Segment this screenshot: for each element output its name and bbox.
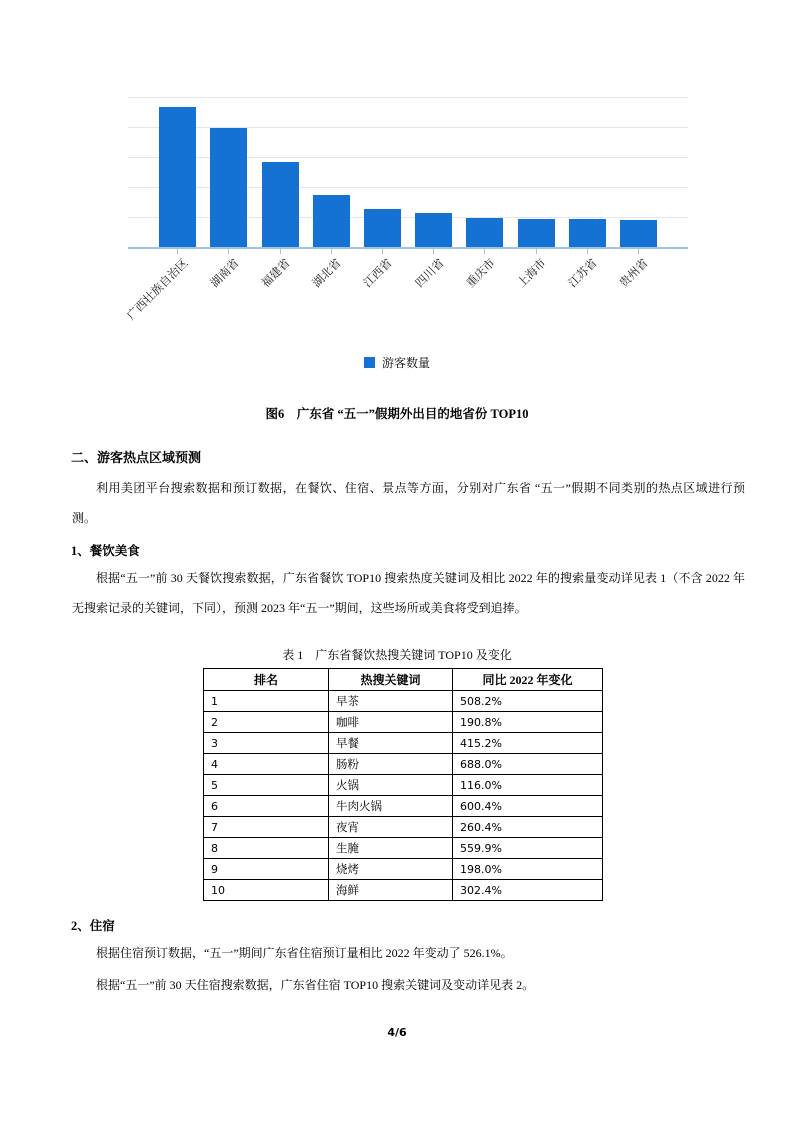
legend-label: 游客数量 bbox=[381, 356, 430, 370]
table-row bbox=[204, 733, 603, 754]
change-cell: 198.0% bbox=[453, 859, 603, 880]
change-cell: 600.4% bbox=[453, 796, 603, 817]
table-header-row bbox=[204, 669, 603, 691]
rank-cell: 2 bbox=[204, 712, 329, 733]
tick-slot bbox=[510, 249, 561, 254]
page-number: 4/6 bbox=[387, 1026, 407, 1039]
rank-cell: 6 bbox=[204, 796, 329, 817]
bar-四川省 bbox=[415, 213, 452, 247]
bar-series bbox=[152, 97, 664, 247]
bar-贵州省 bbox=[620, 220, 657, 247]
table-row bbox=[204, 859, 603, 880]
bar-slot bbox=[306, 195, 357, 247]
table-header-cell: 热搜关键词 bbox=[329, 669, 453, 691]
axis-tick bbox=[331, 249, 332, 254]
change-cell: 190.8% bbox=[453, 712, 603, 733]
keyword-cell: 肠粉 bbox=[329, 754, 453, 775]
axis-tick bbox=[177, 249, 178, 254]
tick-slot bbox=[408, 249, 459, 254]
bar-slot bbox=[152, 107, 203, 247]
bar-广西壮族自治区 bbox=[159, 107, 196, 247]
bar-福建省 bbox=[262, 162, 299, 247]
change-cell: 415.2% bbox=[453, 733, 603, 754]
keyword-cell: 早茶 bbox=[329, 691, 453, 712]
axis-tick bbox=[638, 249, 639, 254]
bar-slot bbox=[408, 213, 459, 247]
change-cell: 688.0% bbox=[453, 754, 603, 775]
rank-cell: 3 bbox=[204, 733, 329, 754]
tick-slot bbox=[254, 249, 305, 254]
bar-slot bbox=[613, 220, 664, 247]
tick-slot bbox=[459, 249, 510, 254]
keyword-cell: 火锅 bbox=[329, 775, 453, 796]
tick-slot bbox=[562, 249, 613, 254]
bar-江西省 bbox=[364, 209, 401, 247]
tick-slot bbox=[613, 249, 664, 254]
x-axis-label: 福建省 bbox=[259, 257, 293, 291]
bar-湖北省 bbox=[313, 195, 350, 247]
bar-重庆市 bbox=[466, 218, 503, 247]
bar-slot bbox=[562, 219, 613, 247]
section-heading-region-forecast: 二、游客热点区域预测 bbox=[71, 450, 202, 465]
bar-湖南省 bbox=[210, 128, 247, 247]
x-axis-label: 四川省 bbox=[413, 257, 447, 291]
table-row bbox=[204, 691, 603, 712]
table-row bbox=[204, 796, 603, 817]
bar-slot bbox=[459, 218, 510, 247]
subsection-heading-food: 1、餐饮美食 bbox=[71, 544, 140, 558]
table-row bbox=[204, 817, 603, 838]
figure-caption: 图6 广东省 “五一”假期外出目的地省份 TOP10 bbox=[265, 407, 529, 421]
x-axis-label: 湖南省 bbox=[208, 257, 242, 291]
paragraph-hotel-1: 根据住宿预订数据，“五一”期间广东省住宿预订量相比 2022 年变动了 526.1%。 bbox=[96, 946, 513, 960]
rank-cell: 5 bbox=[204, 775, 329, 796]
legend-swatch-icon bbox=[364, 357, 375, 368]
paragraph-food: 根据“五一”前 30 天餐饮搜索数据，广东省餐饮 TOP10 搜索热度关键词及相比 2022 年的搜索量变动详见表 1（不含 2022 年无搜索记录的关键词，下同），预测 2023 年“五一”期间，这些场所或美食将受到追捧。 bbox=[72, 571, 745, 615]
axis-tick bbox=[382, 249, 383, 254]
axis-tick bbox=[484, 249, 485, 254]
axis-tick bbox=[536, 249, 537, 254]
paragraph-region-forecast: 利用美团平台搜索数据和预订数据，在餐饮、住宿、景点等方面，分别对广东省 “五一”假期不同类别的热点区域进行预测。 bbox=[72, 481, 745, 525]
rank-cell: 7 bbox=[204, 817, 329, 838]
axis-tick bbox=[228, 249, 229, 254]
rank-cell: 1 bbox=[204, 691, 329, 712]
bar-上海市 bbox=[518, 219, 555, 247]
keyword-cell: 烧烤 bbox=[329, 859, 453, 880]
axis-tick bbox=[587, 249, 588, 254]
paragraph-hotel-2: 根据“五一”前 30 天住宿搜索数据，广东省住宿 TOP10 搜索关键词及变动详见表 2。 bbox=[96, 978, 535, 992]
bar-slot bbox=[357, 209, 408, 247]
table-header-cell: 同比 2022 年变化 bbox=[453, 669, 603, 691]
axis-tick bbox=[433, 249, 434, 254]
change-cell: 508.2% bbox=[453, 691, 603, 712]
table-row bbox=[204, 838, 603, 859]
bar-江苏省 bbox=[569, 219, 606, 247]
tick-slot bbox=[306, 249, 357, 254]
change-cell: 302.4% bbox=[453, 880, 603, 901]
x-axis-label: 广西壮族自治区 bbox=[124, 257, 191, 323]
keyword-cell: 咖啡 bbox=[329, 712, 453, 733]
keyword-cell: 生腌 bbox=[329, 838, 453, 859]
keyword-cell: 夜宵 bbox=[329, 817, 453, 838]
rank-cell: 9 bbox=[204, 859, 329, 880]
keyword-cell: 早餐 bbox=[329, 733, 453, 754]
x-axis-label: 江西省 bbox=[362, 257, 395, 291]
rank-cell: 10 bbox=[204, 880, 329, 901]
table-row bbox=[204, 712, 603, 733]
chart-legend bbox=[0, 354, 794, 371]
x-axis-ticks bbox=[152, 249, 664, 254]
keyword-cell: 海鲜 bbox=[329, 880, 453, 901]
bar-slot bbox=[510, 219, 561, 247]
x-axis-label: 重庆市 bbox=[464, 257, 498, 291]
table-title: 表 1 广东省餐饮热搜关键词 TOP10 及变化 bbox=[282, 648, 512, 662]
x-axis-label: 贵州省 bbox=[618, 257, 651, 291]
rank-cell: 4 bbox=[204, 754, 329, 775]
keyword-cell: 牛肉火锅 bbox=[329, 796, 453, 817]
subsection-heading-hotel: 2、住宿 bbox=[71, 919, 115, 933]
axis-tick bbox=[280, 249, 281, 254]
x-axis-label: 湖北省 bbox=[310, 257, 344, 291]
x-axis-label: 上海市 bbox=[515, 257, 549, 291]
x-axis-label: 江苏省 bbox=[566, 257, 600, 291]
tick-slot bbox=[203, 249, 254, 254]
rank-cell: 8 bbox=[204, 838, 329, 859]
change-cell: 260.4% bbox=[453, 817, 603, 838]
change-cell: 116.0% bbox=[453, 775, 603, 796]
bar-slot bbox=[254, 162, 305, 247]
bar-slot bbox=[203, 128, 254, 247]
tick-slot bbox=[152, 249, 203, 254]
food-keywords-table bbox=[203, 668, 603, 901]
chart-plot-area bbox=[128, 97, 688, 249]
change-cell: 559.9% bbox=[453, 838, 603, 859]
tick-slot bbox=[357, 249, 408, 254]
table-header-cell: 排名 bbox=[204, 669, 329, 691]
table-row bbox=[204, 754, 603, 775]
table-row bbox=[204, 775, 603, 796]
table-row bbox=[204, 880, 603, 901]
